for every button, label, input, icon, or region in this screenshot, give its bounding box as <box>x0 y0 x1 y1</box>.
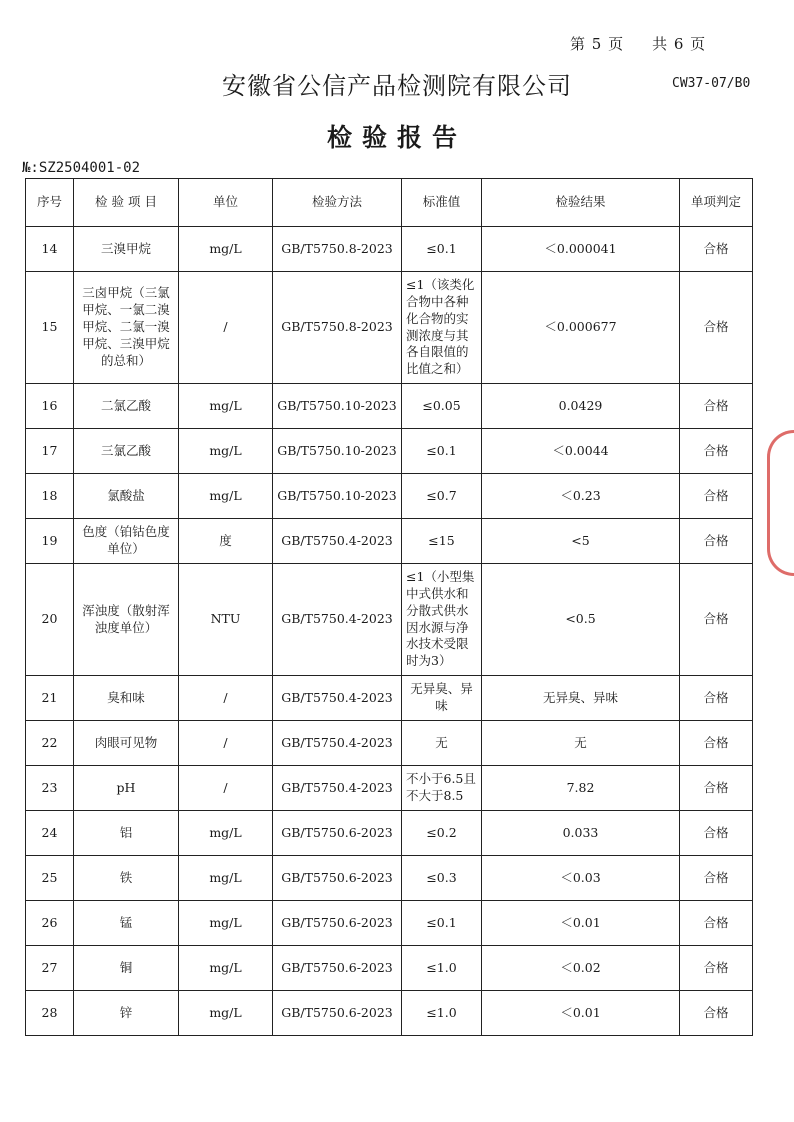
cell-unit: mg/L <box>179 991 273 1036</box>
cell-judgment: 合格 <box>680 766 753 811</box>
cell-result: ＜0.03 <box>482 856 680 901</box>
cell-no: 17 <box>26 429 74 474</box>
cell-unit: mg/L <box>179 856 273 901</box>
cell-result: <0.5 <box>482 564 680 676</box>
cell-no: 20 <box>26 564 74 676</box>
cell-item: 臭和味 <box>74 676 179 721</box>
cell-result: <5 <box>482 519 680 564</box>
cell-result: ＜0.01 <box>482 991 680 1036</box>
cell-method: GB/T5750.6-2023 <box>273 811 402 856</box>
cell-no: 27 <box>26 946 74 991</box>
cell-judgment: 合格 <box>680 721 753 766</box>
cell-judgment: 合格 <box>680 901 753 946</box>
cell-method: GB/T5750.4-2023 <box>273 564 402 676</box>
cell-unit: NTU <box>179 564 273 676</box>
table-row <box>26 721 753 766</box>
table-header-row <box>26 179 753 227</box>
cell-judgment: 合格 <box>680 272 753 384</box>
cell-standard: ≤0.3 <box>402 856 482 901</box>
cell-unit: / <box>179 676 273 721</box>
header-method: 检验方法 <box>273 179 402 227</box>
cell-result: 0.0429 <box>482 384 680 429</box>
cell-result: 无 <box>482 721 680 766</box>
cell-no: 26 <box>26 901 74 946</box>
cell-no: 14 <box>26 227 74 272</box>
cell-judgment: 合格 <box>680 991 753 1036</box>
cell-standard: ≤0.1 <box>402 901 482 946</box>
cell-unit: 度 <box>179 519 273 564</box>
cell-no: 28 <box>26 991 74 1036</box>
table-row <box>26 474 753 519</box>
header-result: 检验结果 <box>482 179 680 227</box>
cell-item: 肉眼可见物 <box>74 721 179 766</box>
cell-judgment: 合格 <box>680 676 753 721</box>
table-row <box>26 429 753 474</box>
cell-item: 浑浊度（散射浑浊度单位） <box>74 564 179 676</box>
cell-item: 色度（铂钴色度单位） <box>74 519 179 564</box>
cell-unit: mg/L <box>179 429 273 474</box>
page-number: 第 5 页 <box>570 35 625 53</box>
cell-standard: ≤0.05 <box>402 384 482 429</box>
table-row <box>26 856 753 901</box>
table-row <box>26 946 753 991</box>
table-row <box>26 564 753 676</box>
cell-result: ＜0.000677 <box>482 272 680 384</box>
cell-method: GB/T5750.6-2023 <box>273 901 402 946</box>
table-body <box>26 227 753 1036</box>
cell-unit: / <box>179 766 273 811</box>
cell-method: GB/T5750.4-2023 <box>273 676 402 721</box>
cell-unit: mg/L <box>179 811 273 856</box>
cell-standard: ≤1（小型集中式供水和分散式供水因水源与净水技术受限时为3） <box>402 564 482 676</box>
cell-method: GB/T5750.10-2023 <box>273 384 402 429</box>
cell-item: 二氯乙酸 <box>74 384 179 429</box>
document-code: CW37-07/B0 <box>672 76 751 91</box>
cell-unit: mg/L <box>179 946 273 991</box>
cell-method: GB/T5750.10-2023 <box>273 429 402 474</box>
cell-standard: ≤0.7 <box>402 474 482 519</box>
cell-method: GB/T5750.6-2023 <box>273 991 402 1036</box>
cell-item: 铁 <box>74 856 179 901</box>
cell-standard: ≤0.1 <box>402 227 482 272</box>
table-row <box>26 227 753 272</box>
table-row <box>26 766 753 811</box>
cell-method: GB/T5750.10-2023 <box>273 474 402 519</box>
cell-result: ＜0.23 <box>482 474 680 519</box>
cell-unit: mg/L <box>179 384 273 429</box>
cell-no: 22 <box>26 721 74 766</box>
header-no: 序号 <box>26 179 74 227</box>
cell-standard: ≤1.0 <box>402 946 482 991</box>
cell-judgment: 合格 <box>680 519 753 564</box>
cell-item: 三溴甲烷 <box>74 227 179 272</box>
cell-standard: 无 <box>402 721 482 766</box>
cell-no: 19 <box>26 519 74 564</box>
cell-standard: ≤15 <box>402 519 482 564</box>
table-row <box>26 901 753 946</box>
cell-result: ＜0.0044 <box>482 429 680 474</box>
cell-no: 24 <box>26 811 74 856</box>
cell-judgment: 合格 <box>680 856 753 901</box>
cell-no: 21 <box>26 676 74 721</box>
cell-judgment: 合格 <box>680 564 753 676</box>
cell-method: GB/T5750.4-2023 <box>273 721 402 766</box>
cell-judgment: 合格 <box>680 811 753 856</box>
cell-no: 25 <box>26 856 74 901</box>
page-total: 共 6 页 <box>652 35 707 53</box>
cell-item: 三氯乙酸 <box>74 429 179 474</box>
results-table <box>25 178 753 1036</box>
report-number: №:SZ2504001-02 <box>22 160 141 176</box>
cell-result: ＜0.000041 <box>482 227 680 272</box>
cell-method: GB/T5750.6-2023 <box>273 856 402 901</box>
header-item: 检 验 项 目 <box>74 179 179 227</box>
page-indicator <box>570 33 734 54</box>
cell-judgment: 合格 <box>680 227 753 272</box>
cell-standard: ≤1.0 <box>402 991 482 1036</box>
table-row <box>26 384 753 429</box>
organization-name: 安徽省公信产品检测院有限公司 <box>222 72 572 100</box>
table-row <box>26 272 753 384</box>
cell-method: GB/T5750.8-2023 <box>273 227 402 272</box>
cell-unit: mg/L <box>179 901 273 946</box>
seal-stamp <box>767 430 794 576</box>
header-unit: 单位 <box>179 179 273 227</box>
cell-item: 铜 <box>74 946 179 991</box>
cell-item: 三卤甲烷（三氯甲烷、一氯二溴甲烷、二氯一溴甲烷、三溴甲烷的总和） <box>74 272 179 384</box>
cell-item: 氯酸盐 <box>74 474 179 519</box>
cell-result: 无异臭、异味 <box>482 676 680 721</box>
cell-method: GB/T5750.8-2023 <box>273 272 402 384</box>
cell-standard: ≤0.1 <box>402 429 482 474</box>
cell-result: ＜0.01 <box>482 901 680 946</box>
cell-item: 铝 <box>74 811 179 856</box>
report-title: 检验报告 <box>326 123 467 152</box>
table-row <box>26 991 753 1036</box>
cell-unit: mg/L <box>179 474 273 519</box>
table-row <box>26 811 753 856</box>
cell-method: GB/T5750.4-2023 <box>273 766 402 811</box>
cell-no: 18 <box>26 474 74 519</box>
cell-result: ＜0.02 <box>482 946 680 991</box>
cell-item: pH <box>74 766 179 811</box>
cell-method: GB/T5750.6-2023 <box>273 946 402 991</box>
cell-unit: / <box>179 272 273 384</box>
cell-result: 0.033 <box>482 811 680 856</box>
cell-standard: 无异臭、异味 <box>402 676 482 721</box>
header-judgment: 单项判定 <box>680 179 753 227</box>
cell-method: GB/T5750.4-2023 <box>273 519 402 564</box>
table-row <box>26 676 753 721</box>
header-standard: 标准值 <box>402 179 482 227</box>
cell-standard: 不小于6.5且不大于8.5 <box>402 766 482 811</box>
table-row <box>26 519 753 564</box>
cell-judgment: 合格 <box>680 946 753 991</box>
cell-no: 15 <box>26 272 74 384</box>
cell-standard: ≤1（该类化合物中各种化合物的实测浓度与其各自限值的比值之和） <box>402 272 482 384</box>
cell-result: 7.82 <box>482 766 680 811</box>
cell-judgment: 合格 <box>680 384 753 429</box>
cell-item: 锌 <box>74 991 179 1036</box>
cell-judgment: 合格 <box>680 429 753 474</box>
cell-no: 16 <box>26 384 74 429</box>
cell-item: 锰 <box>74 901 179 946</box>
cell-unit: / <box>179 721 273 766</box>
cell-unit: mg/L <box>179 227 273 272</box>
cell-judgment: 合格 <box>680 474 753 519</box>
cell-no: 23 <box>26 766 74 811</box>
cell-standard: ≤0.2 <box>402 811 482 856</box>
